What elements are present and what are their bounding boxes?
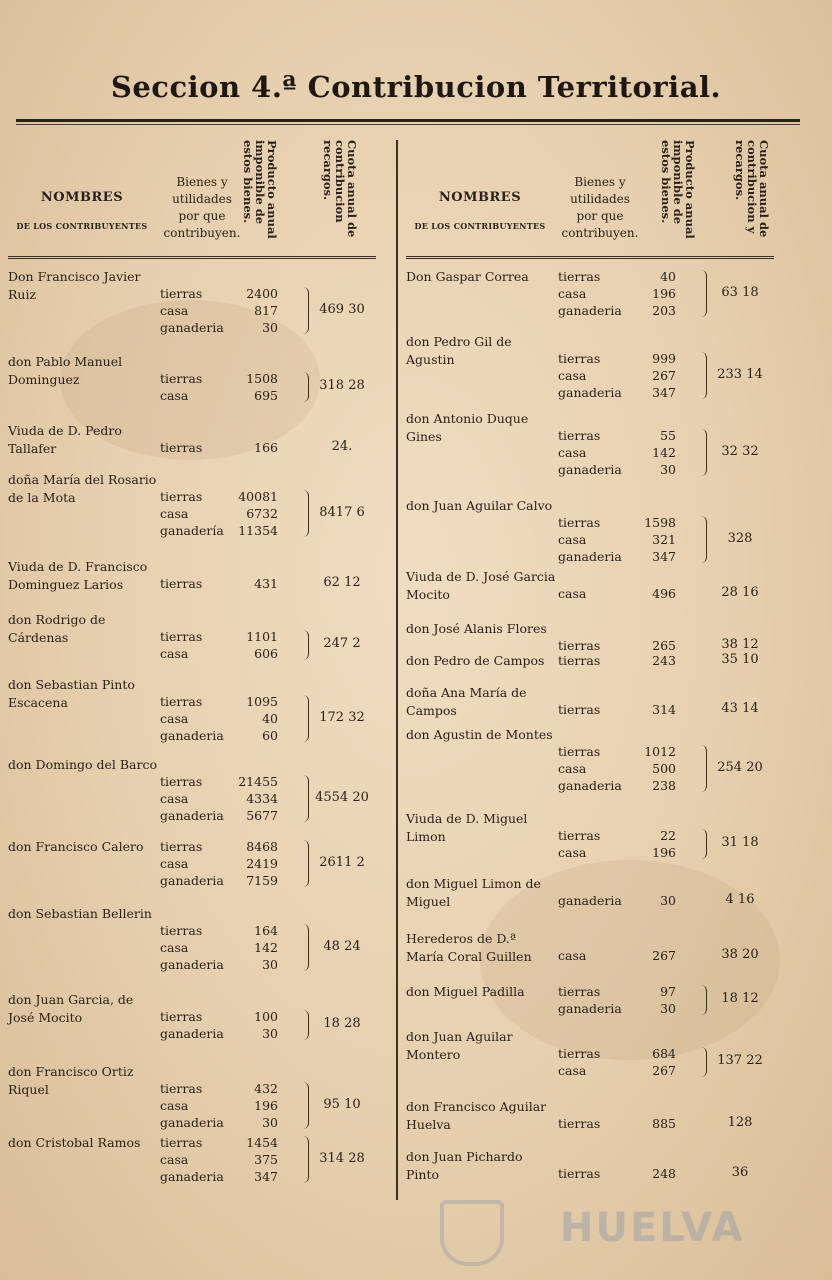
asset-list [160, 1134, 300, 1185]
asset-item [160, 956, 300, 973]
asset-list [160, 693, 300, 744]
asset-list [558, 427, 698, 478]
asset-kind: casa [558, 586, 587, 601]
asset-list [558, 1165, 698, 1182]
asset-item [160, 1134, 300, 1151]
contributor-name: don Juan Aguilar Calvo [406, 498, 553, 513]
annual-product-value: 431 [254, 576, 278, 591]
asset-item [160, 1151, 300, 1168]
annual-product-value: 496 [652, 586, 676, 601]
annual-quota: 38 20 [721, 946, 759, 962]
annual-quota: 38 12 [721, 636, 759, 652]
asset-list [160, 628, 300, 662]
asset-kind: casa [558, 1063, 587, 1078]
contributor-name: don Domingo del Barco [8, 757, 158, 772]
asset-kind: casa [558, 532, 587, 547]
annual-product-value: 142 [652, 445, 676, 460]
annual-quota: 18 12 [721, 991, 759, 1006]
annual-product-value: 1101 [246, 629, 278, 644]
annual-product-value: 1454 [246, 1135, 278, 1150]
annual-product-value: 1598 [644, 515, 676, 530]
contributor-name: don Cristobal Ramos [8, 1135, 141, 1150]
asset-item [160, 628, 300, 645]
asset-kind: tierras [160, 839, 203, 854]
asset-item [160, 693, 300, 710]
asset-item [558, 1045, 698, 1062]
asset-item [558, 777, 698, 794]
asset-item [160, 1097, 300, 1114]
asset-kind: ganaderia [160, 1026, 224, 1041]
asset-kind: tierras [558, 269, 601, 284]
asset-kind: tierras [160, 286, 203, 301]
annual-product-value: 97 [660, 984, 676, 999]
annual-product-value: 267 [652, 948, 676, 963]
asset-kind: casa [160, 1098, 189, 1113]
annual-product-value: 166 [254, 440, 278, 455]
asset-kind: tierras [558, 428, 601, 443]
asset-item [160, 807, 300, 824]
annual-product-value: 55 [660, 428, 676, 443]
annual-quota: 32 32 [721, 443, 759, 459]
asset-item [558, 844, 698, 861]
asset-list [558, 514, 698, 565]
annual-product-value: 267 [652, 1063, 676, 1078]
header-cuota: Cuota anual de contribucion y recargos. [733, 140, 771, 238]
asset-item [160, 387, 300, 404]
header-cuota: Cuota anual de contribucion recargos. [321, 140, 359, 238]
annual-quota: 63 18 [721, 284, 759, 300]
contributor-name: don Pablo Manuel Dominguez [8, 354, 123, 387]
annual-product-value: 196 [652, 286, 676, 301]
asset-item [160, 1025, 300, 1042]
asset-item [558, 652, 698, 669]
annual-product-value: 100 [254, 1009, 278, 1024]
asset-item [558, 585, 698, 602]
watermark: HUELVA [560, 1205, 745, 1251]
annual-product-value: 817 [254, 303, 278, 318]
asset-kind: casa [160, 856, 189, 871]
asset-item [160, 319, 300, 336]
annual-product-value: 30 [660, 462, 676, 477]
asset-kind: casa [160, 506, 189, 521]
asset-kind: casa [160, 711, 189, 726]
annual-product-value: 142 [254, 940, 278, 955]
asset-item [558, 367, 698, 384]
asset-item [160, 302, 300, 319]
title-rule [16, 119, 800, 122]
table-header [8, 140, 376, 252]
asset-kind: tierras [160, 1009, 203, 1024]
asset-item [160, 1008, 300, 1025]
asset-item [558, 1062, 698, 1079]
contributor-name: Don Gaspar Correa [406, 269, 529, 284]
asset-item [558, 427, 698, 444]
asset-kind: ganaderia [160, 873, 224, 888]
annual-product-value: 60 [262, 728, 278, 743]
asset-kind: ganaderia [558, 893, 622, 908]
asset-kind: tierras [160, 576, 203, 591]
header-producto: Producto anual imponible de estos bienes. [659, 140, 697, 239]
asset-item [160, 922, 300, 939]
annual-quota: 328 [727, 530, 753, 546]
asset-item [160, 939, 300, 956]
table-header [406, 140, 774, 252]
asset-kind: tierras [558, 1166, 601, 1181]
contributor-name: don Juan Aguilar Montero [406, 1029, 513, 1062]
asset-item [558, 285, 698, 302]
annual-product-value: 238 [652, 778, 676, 793]
asset-kind: ganaderia [558, 549, 622, 564]
header-producto: Producto anual imponible de estos bienes. [241, 140, 279, 239]
asset-item [160, 488, 300, 505]
asset-kind: tierras [558, 515, 601, 530]
asset-kind: casa [558, 445, 587, 460]
annual-product-value: 40 [660, 269, 676, 284]
asset-item [558, 548, 698, 565]
annual-quota: 2611 2 [319, 854, 365, 870]
annual-product-value: 30 [262, 957, 278, 972]
contributor-name: don Juan Pichardo Pinto [406, 1149, 523, 1182]
annual-product-value: 695 [254, 388, 278, 403]
annual-quota: 314 28 [319, 1150, 365, 1166]
annual-quota: 62 12 [323, 574, 361, 590]
right-table [406, 140, 774, 1182]
asset-item [558, 461, 698, 478]
asset-item [160, 439, 300, 456]
contributor-name: Herederos de D.ª María Coral Guillen [406, 931, 532, 964]
contributor-name: don Miguel Limon de Miguel [406, 876, 541, 909]
annual-product-value: 203 [652, 303, 676, 318]
asset-kind: casa [160, 388, 189, 403]
annual-product-value: 375 [254, 1152, 278, 1167]
annual-quota: 4 16 [725, 891, 755, 907]
asset-list [558, 1045, 698, 1079]
contributor-name: doña María del Rosario de la Mota [8, 472, 157, 505]
asset-kind: tierras [160, 923, 203, 938]
asset-list [160, 922, 300, 973]
contributor-name: Don Francisco Javier Ruiz [8, 269, 141, 302]
asset-kind: tierras [160, 1081, 203, 1096]
asset-list [558, 652, 698, 669]
asset-list [160, 370, 300, 404]
asset-kind: casa [160, 646, 189, 661]
header-bienes: Bienes y utilidades por que contribuyen. [561, 175, 639, 240]
asset-kind: casa [160, 303, 189, 318]
asset-list [160, 1008, 300, 1042]
annual-product-value: 21455 [238, 774, 278, 789]
annual-quota: 43 14 [721, 700, 759, 716]
asset-kind: tierras [558, 984, 601, 999]
contributor-name: don Francisco Aguilar Huelva [406, 1099, 547, 1132]
asset-item [160, 773, 300, 790]
annual-product-value: 432 [254, 1081, 278, 1096]
annual-product-value: 40081 [238, 489, 278, 504]
annual-product-value: 196 [652, 845, 676, 860]
annual-product-value: 1508 [246, 371, 278, 386]
annual-quota: 233 14 [717, 366, 763, 382]
asset-kind: ganaderia [558, 778, 622, 793]
asset-item [160, 505, 300, 522]
annual-product-value: 7159 [246, 873, 278, 888]
annual-product-value: 40 [262, 711, 278, 726]
asset-item [558, 444, 698, 461]
annual-quota: 24. [331, 438, 353, 454]
annual-product-value: 243 [652, 653, 676, 668]
asset-item [160, 710, 300, 727]
asset-kind: casa [160, 791, 189, 806]
asset-kind: casa [558, 948, 587, 963]
annual-quota: 469 30 [319, 301, 365, 317]
asset-kind: ganaderia [558, 303, 622, 318]
annual-quota: 254 20 [717, 759, 763, 775]
annual-quota: 8417 6 [319, 504, 365, 520]
asset-item [160, 727, 300, 744]
asset-item [160, 838, 300, 855]
annual-product-value: 11354 [238, 523, 278, 538]
asset-kind: tierras [558, 653, 601, 668]
asset-item [160, 872, 300, 889]
annual-product-value: 500 [652, 761, 676, 776]
asset-list [160, 439, 300, 456]
annual-product-value: 248 [652, 1166, 676, 1181]
asset-item [558, 701, 698, 718]
asset-item [558, 514, 698, 531]
asset-item [160, 370, 300, 387]
asset-kind: ganadería [160, 523, 224, 538]
contributor-name: Viuda de D. Francisco Dominguez Larios [8, 559, 148, 592]
left-table [8, 140, 376, 1184]
asset-item [160, 1080, 300, 1097]
annual-quota: 36 [731, 1164, 749, 1180]
asset-kind: tierras [558, 638, 601, 653]
contributor-name: don Miguel Padilla [406, 984, 525, 999]
column-divider [396, 140, 398, 1200]
contributor-name: don Juan Garcia, de José Mocito [8, 992, 134, 1025]
annual-product-value: 2419 [246, 856, 278, 871]
contributor-name: don Antonio Duque Gines [406, 411, 529, 444]
annual-quota: 18 28 [323, 1016, 361, 1031]
annual-product-value: 347 [652, 549, 676, 564]
asset-kind: ganaderia [558, 385, 622, 400]
contributor-name: doña Ana María de Campos [406, 685, 527, 718]
asset-item [558, 947, 698, 964]
header-rule [406, 258, 774, 259]
asset-item [558, 350, 698, 367]
asset-item [160, 1168, 300, 1185]
asset-kind: tierras [160, 371, 203, 386]
annual-product-value: 347 [652, 385, 676, 400]
asset-list [558, 701, 698, 718]
annual-product-value: 684 [652, 1046, 676, 1061]
asset-list [558, 743, 698, 794]
asset-item [558, 983, 698, 1000]
annual-quota: 4554 20 [315, 789, 369, 805]
asset-item [558, 302, 698, 319]
asset-kind: ganaderia [160, 1115, 224, 1130]
annual-quota: 318 28 [319, 378, 365, 393]
annual-quota: 31 18 [721, 835, 759, 850]
asset-list [160, 773, 300, 824]
asset-item [558, 743, 698, 760]
annual-product-value: 1095 [246, 694, 278, 709]
asset-list [558, 892, 698, 909]
asset-kind: tierras [558, 351, 601, 366]
asset-kind: tierras [558, 744, 601, 759]
annual-product-value: 30 [262, 320, 278, 335]
asset-list [160, 838, 300, 889]
annual-quota: 28 16 [721, 584, 759, 600]
annual-product-value: 606 [254, 646, 278, 661]
annual-product-value: 1012 [644, 744, 676, 759]
asset-list [160, 285, 300, 336]
asset-item [558, 760, 698, 777]
annual-product-value: 30 [660, 893, 676, 908]
asset-item [558, 384, 698, 401]
asset-item [558, 892, 698, 909]
asset-kind: tierras [160, 694, 203, 709]
asset-kind: casa [558, 368, 587, 383]
annual-product-value: 30 [262, 1026, 278, 1041]
asset-kind: tierras [558, 702, 601, 717]
annual-product-value: 314 [652, 702, 676, 717]
header-nombres: NOMBRES DE LOS CONTRIBUYENTES [414, 190, 546, 231]
contributor-name: don Francisco Ortiz Riquel [8, 1064, 134, 1097]
asset-list [558, 268, 698, 319]
contributor-name: don José Alanis Flores [406, 621, 547, 636]
asset-kind: tierras [558, 1116, 601, 1131]
annual-quota: 137 22 [717, 1053, 763, 1068]
asset-kind: ganaderia [558, 462, 622, 477]
contributor-name: don Sebastian Pinto Escacena [8, 677, 135, 710]
annual-product-value: 164 [254, 923, 278, 938]
asset-kind: tierras [160, 440, 203, 455]
contributor-name: don Rodrigo de Cárdenas [8, 612, 106, 645]
annual-quota: 128 [727, 1114, 753, 1130]
asset-item [558, 827, 698, 844]
asset-item [160, 855, 300, 872]
annual-product-value: 8468 [246, 839, 278, 854]
asset-list [160, 488, 300, 539]
asset-kind: tierras [558, 1046, 601, 1061]
annual-product-value: 5677 [246, 808, 278, 823]
contributor-name: don Pedro Gil de Agustin [406, 334, 512, 367]
asset-item [558, 268, 698, 285]
asset-kind: ganaderia [160, 957, 224, 972]
asset-item [160, 522, 300, 539]
contributor-name: don Sebastian Bellerin [8, 906, 152, 921]
annual-product-value: 267 [652, 368, 676, 383]
asset-list [160, 575, 300, 592]
watermark-logo-icon [440, 1200, 504, 1266]
annual-product-value: 6732 [246, 506, 278, 521]
asset-item [558, 1115, 698, 1132]
asset-list [558, 585, 698, 602]
asset-kind: ganaderia [160, 808, 224, 823]
annual-product-value: 30 [262, 1115, 278, 1130]
asset-kind: tierras [558, 828, 601, 843]
annual-product-value: 196 [254, 1098, 278, 1113]
title-rule-thin [16, 124, 800, 125]
contributor-name: Viuda de D. Pedro Tallafer [8, 423, 122, 456]
contributor-name: don Francisco Calero [8, 839, 144, 854]
header-rule [8, 258, 376, 259]
annual-product-value: 999 [652, 351, 676, 366]
header-rule [406, 256, 774, 257]
asset-item [160, 645, 300, 662]
asset-list [558, 983, 698, 1017]
asset-item [558, 531, 698, 548]
header-rule [8, 256, 376, 257]
asset-list [160, 1080, 300, 1131]
annual-quota: 247 2 [323, 636, 361, 651]
annual-product-value: 321 [652, 532, 676, 547]
annual-quota: 172 32 [319, 709, 365, 725]
annual-quota: 95 10 [323, 1096, 361, 1112]
asset-kind: casa [558, 845, 587, 860]
asset-item [160, 285, 300, 302]
asset-list [558, 947, 698, 964]
annual-quota: 48 24 [323, 938, 361, 954]
asset-list [558, 350, 698, 401]
asset-item [160, 575, 300, 592]
annual-product-value: 2400 [246, 286, 278, 301]
asset-kind: ganaderia [160, 728, 224, 743]
annual-product-value: 265 [652, 638, 676, 653]
asset-list [558, 827, 698, 861]
contributor-name: don Pedro de Campos [406, 653, 545, 668]
header-bienes: Bienes y utilidades por que contribuyen. [163, 175, 241, 240]
annual-product-value: 347 [254, 1169, 278, 1184]
contributor-name: Viuda de D. Miguel Limon [406, 811, 528, 844]
asset-kind: casa [558, 286, 587, 301]
asset-kind: casa [558, 761, 587, 776]
annual-product-value: 885 [652, 1116, 676, 1131]
annual-product-value: 4334 [246, 791, 278, 806]
contributor-name: Viuda de D. José Garcia Mocito [406, 569, 556, 602]
annual-product-value: 30 [660, 1001, 676, 1016]
asset-kind: tierras [160, 489, 203, 504]
asset-kind: casa [160, 940, 189, 955]
asset-kind: tierras [160, 774, 203, 789]
asset-kind: tierras [160, 629, 203, 644]
asset-item [160, 790, 300, 807]
asset-kind: ganaderia [160, 1169, 224, 1184]
asset-kind: ganaderia [160, 320, 224, 335]
page-title: Seccion 4.ª Contribucion Territorial. [110, 70, 722, 104]
header-nombres: NOMBRES DE LOS CONTRIBUYENTES [16, 190, 148, 231]
asset-item [558, 1000, 698, 1017]
annual-quota: 35 10 [721, 651, 759, 667]
asset-item [160, 1114, 300, 1131]
asset-list [558, 1115, 698, 1132]
annual-product-value: 22 [660, 828, 676, 843]
asset-kind: ganaderia [558, 1001, 622, 1016]
asset-kind: tierras [160, 1135, 203, 1150]
asset-kind: casa [160, 1152, 189, 1167]
contributor-name: don Agustin de Montes [406, 727, 553, 742]
asset-item [558, 1165, 698, 1182]
